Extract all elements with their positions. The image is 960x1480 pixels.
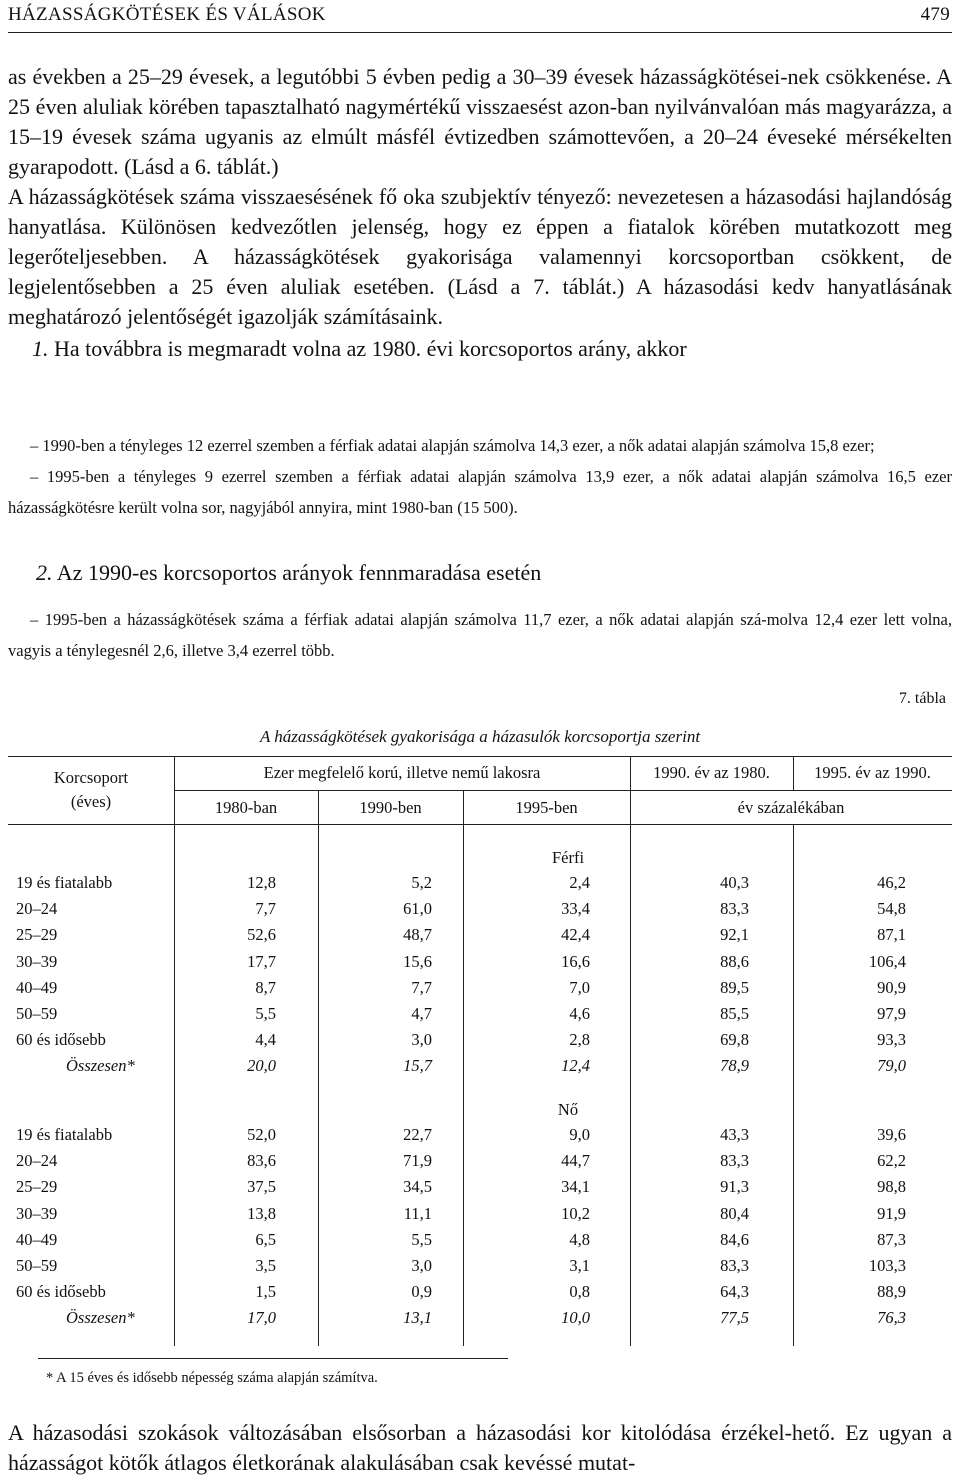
male-row-label: 20–24 — [16, 899, 58, 919]
female-cell-p1: 77,5 — [720, 1308, 749, 1328]
table-title: A házasságkötések gyakorisága a házasulók korcsoportja szerint — [259, 727, 701, 746]
table-top-rule — [8, 756, 952, 757]
male-cell-p1: 85,5 — [720, 1004, 749, 1023]
male-cell-v1990: 61,0 — [403, 899, 432, 919]
female-cell-v1995: 44,7 — [561, 1151, 590, 1171]
male-cell-v1980: 5,5 — [255, 1004, 276, 1023]
header-1995-pct: 1995. év az 1990. — [814, 763, 931, 782]
male-cell-p1: 78,9 — [720, 1056, 749, 1076]
male-cell-p1: 92,1 — [720, 925, 749, 945]
paragraph-2: A házasságkötések száma visszaesésének fő oka szubjektív tényező: nevezetesen a házasodási hajlandóság hanyatlása. Különösen kedvezőtlen jelenség, hogy ez éppen a fiatalok körében mutatkozott meg legerőteljesebben. A házasságkötések gyakorisága valamennyi korcsoportban csökkent, de legjelentősebben a 25 éven aluliak esetében. (Lásd a 7. táblát.) A házasodási kedv hanyatlásának meghatározó jelentőségét igazolják számításaink. — [8, 184, 952, 329]
table-footnote: * A 15 éves és idősebb népesség száma alapján számítva. — [46, 1370, 378, 1386]
female-cell-p2: 87,3 — [877, 1229, 906, 1249]
male-cell-p2: 93,3 — [877, 1030, 906, 1050]
female-cell-v1995: 10,0 — [561, 1308, 590, 1328]
female-cell-p2: 98,8 — [877, 1177, 906, 1197]
male-cell-p1: 88,6 — [720, 951, 749, 971]
header-1990-pct: 1990. év az 1980. — [653, 763, 770, 782]
male-cell-v1995: 7,0 — [569, 977, 590, 997]
header-rate-group: Ezer megfelelő korú, illetve nemű lakosra — [263, 763, 541, 782]
female-cell-v1995: 3,1 — [569, 1256, 590, 1275]
header-pct: év százalékában — [737, 798, 845, 817]
item-1-details — [8, 430, 952, 523]
male-cell-v1980: 12,8 — [247, 873, 276, 892]
female-cell-v1990: 3,0 — [411, 1256, 432, 1275]
female-cell-v1990: 71,9 — [403, 1151, 432, 1171]
item-1-a: – 1990-ben a tényleges 12 ezerrel szemben a férfiak adatai alapján számolva 14,3 ezer, a nők adatai alapján számolva 15,8 ezer; — [30, 436, 875, 455]
female-cell-p2: 76,3 — [877, 1308, 906, 1328]
header-1990: 1990-ben — [359, 798, 422, 817]
male-cell-v1995: 2,8 — [569, 1030, 590, 1050]
female-cell-v1990: 22,7 — [403, 1125, 432, 1144]
female-cell-v1990: 34,5 — [403, 1177, 432, 1197]
male-cell-v1980: 4,4 — [255, 1030, 276, 1050]
female-cell-p2: 103,3 — [868, 1256, 906, 1275]
female-cell-v1995: 4,8 — [569, 1229, 590, 1249]
female-row-label: 20–24 — [16, 1151, 58, 1171]
item-2-details — [8, 604, 952, 666]
female-cell-v1995: 34,1 — [561, 1177, 590, 1197]
male-cell-v1980: 7,7 — [255, 899, 276, 919]
male-row-label: 25–29 — [16, 925, 58, 945]
closing-paragraph: A házasodási szokások változásában elsősorban a házasodási kor kitolódása érzékel-hető. Ez ugyan a házasságot kötők átlagos életkorának alakulásában csak kevéssé mutat- — [8, 1420, 952, 1475]
male-cell-v1995: 12,4 — [561, 1056, 590, 1076]
header-korcsoport: Korcsoport — [53, 768, 129, 787]
item-2-text: Az 1990-es korcsoportos arányok fennmaradása esetén — [56, 560, 542, 585]
item-1-b: – 1995-ben a tényleges 9 ezerrel szemben a férfiak adatai alapján számolva 13,9 ezer, a nők adatai alapján számolva 16,5 ezer házasságkötésre került volna sor, nagyjából annyira, mint 1980-ban (15 500). — [8, 467, 952, 517]
female-row-label: 30–39 — [16, 1203, 58, 1223]
male-cell-v1990: 4,7 — [411, 1004, 432, 1023]
female-cell-v1980: 83,6 — [247, 1151, 276, 1171]
female-row-label: 40–49 — [16, 1229, 58, 1249]
male-cell-v1990: 15,7 — [403, 1056, 432, 1076]
male-cell-p2: 97,9 — [877, 1004, 906, 1023]
female-cell-v1980: 1,5 — [255, 1282, 276, 1302]
item-2-number: 2. — [36, 560, 53, 585]
paragraph-1: as években a 25–29 évesek, a legutóbbi 5 évben pedig a 30–39 évesek házasságkötései-nek csökkenése. A 25 éven aluliak körében tapasztalható nagymértékű visszaesést azon-ban nyilvánvalóan más magyarázza, a 15–19 évesek száma ugyanis az elmúlt másfél évtizedben számottevően, a 20–24 éveseké mérsékelten gyarapodott. (Lásd a 6. táblát.) — [8, 64, 952, 179]
female-cell-v1990: 5,5 — [411, 1229, 432, 1249]
female-cell-v1980: 3,5 — [255, 1256, 276, 1275]
female-cell-p1: 84,6 — [720, 1229, 749, 1249]
table-vline-3 — [463, 790, 464, 1346]
female-cell-p2: 91,9 — [877, 1203, 906, 1223]
male-cell-p1: 69,8 — [720, 1030, 749, 1050]
female-cell-v1990: 11,1 — [403, 1203, 432, 1223]
female-cell-v1995: 0,8 — [569, 1282, 590, 1302]
male-cell-p2: 90,9 — [877, 977, 906, 997]
male-row-label: 60 és idősebb — [16, 1030, 106, 1050]
female-cell-v1980: 17,0 — [247, 1308, 276, 1328]
male-row-label: 50–59 — [16, 1004, 58, 1023]
male-cell-v1980: 52,6 — [247, 925, 276, 945]
page-number: 479 — [920, 4, 950, 25]
footnote-rule — [38, 1358, 508, 1359]
male-cell-p2: 79,0 — [877, 1056, 906, 1076]
male-row-label: Összesen* — [66, 1056, 135, 1076]
male-cell-p2: 106,4 — [868, 951, 906, 971]
female-cell-p1: 91,3 — [720, 1177, 749, 1197]
female-cell-v1990: 13,1 — [403, 1308, 432, 1328]
male-cell-v1995: 16,6 — [561, 951, 590, 971]
body-text — [8, 62, 952, 364]
table-number: 7. tábla — [898, 690, 946, 707]
female-cell-p2: 62,2 — [877, 1151, 906, 1171]
male-cell-v1995: 33,4 — [561, 899, 590, 919]
group-male: Férfi — [551, 848, 585, 867]
male-cell-v1990: 5,2 — [411, 873, 432, 892]
item-1 — [8, 334, 952, 364]
table-vline-6 — [793, 824, 794, 1346]
male-cell-v1990: 15,6 — [403, 951, 432, 971]
male-cell-p1: 40,3 — [720, 873, 749, 892]
female-row-label: 25–29 — [16, 1177, 58, 1197]
female-cell-p1: 83,3 — [720, 1151, 749, 1171]
table-header-rule — [8, 824, 952, 825]
female-cell-p1: 43,3 — [720, 1125, 749, 1144]
female-cell-p1: 83,3 — [720, 1256, 749, 1275]
header-korcsoport-unit: (éves) — [70, 792, 112, 811]
female-cell-v1980: 52,0 — [247, 1125, 276, 1144]
female-cell-v1980: 6,5 — [255, 1229, 276, 1249]
female-cell-p1: 64,3 — [720, 1282, 749, 1302]
table-vline-4 — [630, 756, 631, 1346]
male-cell-p1: 89,5 — [720, 977, 749, 997]
item-2-a: – 1995-ben a házasságkötések száma a férfiak adatai alapján számolva 11,7 ezer, a nők adatai alapján szá-molva 12,4 ezer lett volna, vagyis a ténylegesnél 2,6, illetve 3,4 ezerrel több. — [8, 610, 952, 660]
male-cell-p2: 54,8 — [877, 899, 906, 919]
female-cell-v1990: 0,9 — [411, 1282, 432, 1302]
female-cell-p1: 80,4 — [720, 1203, 749, 1223]
male-cell-v1990: 48,7 — [403, 925, 432, 945]
female-cell-v1980: 13,8 — [247, 1203, 276, 1223]
header-title: HÁZASSÁGKÖTÉSEK ÉS VÁLÁSOK — [8, 4, 326, 25]
male-cell-v1980: 8,7 — [255, 977, 276, 997]
data-table — [8, 756, 952, 1376]
header-1995: 1995-ben — [515, 798, 578, 817]
male-cell-v1995: 4,6 — [569, 1004, 590, 1023]
female-cell-p2: 88,9 — [877, 1282, 906, 1302]
male-row-label: 19 és fiatalabb — [16, 873, 113, 892]
female-row-label: 19 és fiatalabb — [16, 1125, 113, 1144]
male-cell-v1995: 42,4 — [561, 925, 590, 945]
table-vline-2 — [318, 790, 319, 1346]
female-cell-v1980: 37,5 — [247, 1177, 276, 1197]
male-cell-p2: 46,2 — [877, 873, 906, 892]
female-row-label: Összesen* — [66, 1308, 135, 1328]
male-cell-p2: 87,1 — [877, 925, 906, 945]
male-cell-v1990: 3,0 — [411, 1030, 432, 1050]
item-1-text: Ha továbbra is megmaradt volna az 1980. évi korcsoportos arány, akkor — [54, 336, 687, 361]
male-cell-v1995: 2,4 — [569, 873, 590, 892]
item-1-number: 1. — [32, 336, 49, 361]
female-cell-v1995: 10,2 — [561, 1203, 590, 1223]
female-row-label: 50–59 — [16, 1256, 58, 1275]
male-cell-v1990: 7,7 — [411, 977, 432, 997]
female-cell-p2: 39,6 — [877, 1125, 906, 1144]
male-row-label: 40–49 — [16, 977, 58, 997]
group-female: Nő — [557, 1100, 579, 1119]
male-cell-v1980: 17,7 — [247, 951, 276, 971]
header-1980: 1980-ban — [214, 798, 278, 817]
male-cell-p1: 83,3 — [720, 899, 749, 919]
item-2 — [36, 560, 541, 586]
female-cell-v1995: 9,0 — [569, 1125, 590, 1144]
male-row-label: 30–39 — [16, 951, 58, 971]
table-mid-rule — [174, 790, 952, 791]
male-cell-v1980: 20,0 — [247, 1056, 276, 1076]
running-header — [8, 2, 952, 33]
female-row-label: 60 és idősebb — [16, 1282, 106, 1302]
table-vline-1 — [174, 756, 175, 1346]
